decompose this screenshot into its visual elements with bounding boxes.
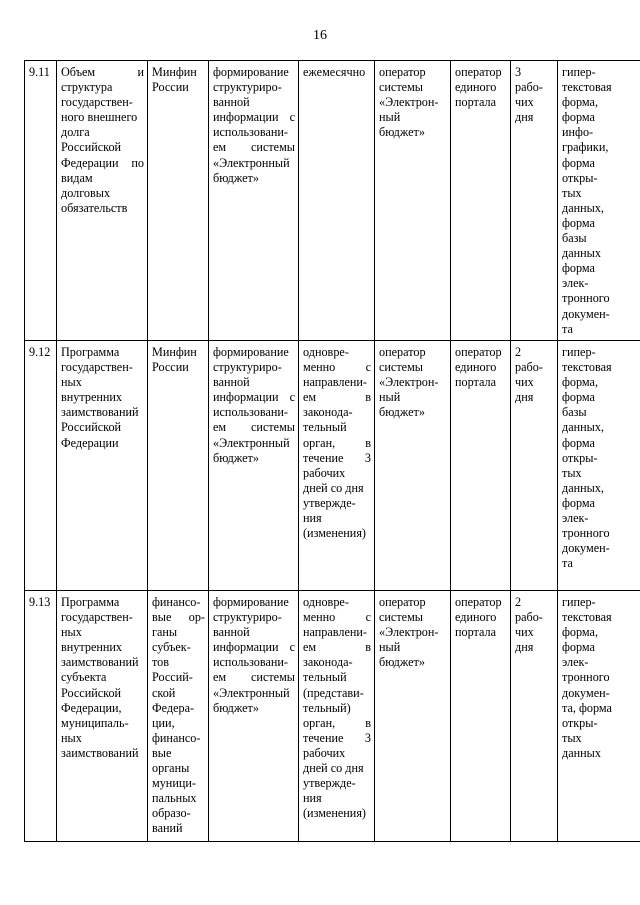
responsible-body-cell (148, 341, 209, 591)
data-source-line: «Электрон- (379, 375, 439, 390)
responsible-body-line: России (152, 80, 189, 95)
formation-method-line: «Электронный (213, 435, 290, 450)
publication-format-line: гипер- (562, 595, 596, 609)
periodicity-line: тельный (303, 420, 347, 435)
responsible-body-cell (148, 61, 209, 341)
publication-format-line: форма (562, 215, 595, 230)
data-source-line: оператор (379, 65, 426, 79)
publication-format-line: текстовая (562, 610, 612, 625)
publication-format-line: форма (562, 495, 595, 510)
publication-format-line: та (562, 321, 573, 336)
publication-format-line: форма (562, 390, 595, 405)
publication-term-line: 3 (515, 65, 522, 79)
formation-method-line: ванной (213, 625, 250, 640)
periodicity-cell (299, 61, 375, 341)
data-source-line: системы (379, 360, 423, 375)
indicator-name-line: ных (61, 730, 82, 745)
indicator-name-line: субъекта (61, 670, 107, 685)
indicator-name-cell (57, 591, 148, 842)
responsible-body-line: муници- (152, 776, 196, 791)
publication-format-line: форма (562, 640, 595, 655)
responsible-body-line: Минфин (152, 345, 197, 359)
indicator-name-line: внутренних (61, 640, 123, 655)
formation-method-cell (209, 591, 299, 842)
publisher-line: оператор (455, 65, 502, 79)
publication-format-line: докумен- (562, 306, 610, 321)
periodicity-line: тельный) (303, 700, 351, 715)
responsible-body-line: России (152, 360, 189, 375)
periodicity-line: орган, в (303, 435, 371, 450)
indicator-name-line: Объем и (61, 65, 144, 79)
indicator-name-line: Российской (61, 140, 122, 155)
indicator-name-line: видам (61, 170, 93, 185)
indicator-name-line: государствен- (61, 95, 133, 110)
publication-format-line: текстовая (562, 360, 612, 375)
row-number-cell: 9.13 (25, 591, 57, 842)
publication-format-line: данных, (562, 200, 604, 215)
indicator-name-line: заимствований (61, 745, 139, 760)
data-source-cell (375, 341, 451, 591)
periodicity-line: ем в (303, 640, 371, 655)
publication-format-line: текстовая (562, 80, 612, 95)
periodicity-line: течение 3 (303, 450, 371, 465)
indicator-name-cell (57, 61, 148, 341)
publication-format-line: форма, (562, 95, 598, 110)
publisher-line: портала (455, 95, 497, 110)
periodicity-line: направлени- (303, 375, 367, 390)
indicator-name-line: структура (61, 80, 113, 95)
publisher-line: оператор (455, 595, 502, 609)
responsible-body-line: ганы (152, 625, 178, 640)
publication-format-line: тых (562, 185, 582, 200)
publisher-line: портала (455, 625, 497, 640)
indicator-name-line: Федерации по (61, 155, 144, 170)
periodicity-line: одновре- (303, 345, 349, 359)
periodicity-line: ежемесячно (303, 65, 366, 79)
data-source-line: бюджет» (379, 655, 425, 670)
row-number-cell: 9.12 (25, 341, 57, 591)
formation-method-line: использовани- (213, 655, 288, 670)
indicator-name-line: ного внешнего (61, 110, 138, 125)
periodicity-line: орган, в (303, 715, 371, 730)
responsible-body-line: органы (152, 761, 190, 776)
publisher-line: единого (455, 80, 497, 95)
publication-term-line: 2 (515, 595, 522, 609)
publication-term-line: дня (515, 390, 534, 405)
data-source-line: «Электрон- (379, 625, 439, 640)
periodicity-line: направлени- (303, 625, 367, 640)
indicator-name-line: государствен- (61, 360, 133, 375)
formation-method-line: информации с (213, 640, 295, 655)
publication-term-line: рабо- (515, 80, 543, 95)
publication-term-line: 2 (515, 345, 522, 359)
data-source-line: оператор (379, 345, 426, 359)
publication-format-line: та (562, 556, 573, 571)
responsible-body-line: ции, (152, 715, 175, 730)
data-source-line: ный (379, 110, 401, 125)
table-row (25, 341, 640, 591)
formation-method-line: использовани- (213, 125, 288, 140)
periodicity-line: менно с (303, 360, 371, 375)
publisher-cell (451, 591, 511, 842)
formation-method-line: ем системы (213, 670, 295, 685)
publication-term-line: рабо- (515, 360, 543, 375)
publication-format-line: графики, (562, 140, 609, 155)
periodicity-line: дней со дня (303, 480, 364, 495)
publication-format-line: данных (562, 246, 601, 261)
periodicity-line: (изменения) (303, 806, 366, 821)
page-number: 16 (313, 28, 327, 43)
indicator-name-line: Российской (61, 420, 122, 435)
responsible-body-line: пальных (152, 791, 197, 806)
data-source-cell (375, 61, 451, 341)
data-source-line: «Электрон- (379, 95, 439, 110)
publication-term-cell (511, 61, 558, 341)
publisher-line: портала (455, 375, 497, 390)
periodicity-line: течение 3 (303, 730, 371, 745)
publication-format-line: тых (562, 465, 582, 480)
periodicity-line: тельный (303, 670, 347, 685)
formation-method-line: структуриро- (213, 360, 282, 375)
publication-format-line: форма (562, 155, 595, 170)
formation-method-line: бюджет» (213, 450, 259, 465)
publication-format-cell (558, 61, 640, 341)
publication-format-line: тронного (562, 291, 610, 306)
publication-format-cell (558, 591, 640, 842)
formation-method-line: структуриро- (213, 610, 282, 625)
responsible-body-line: тов (152, 655, 170, 670)
publication-format-line: данных, (562, 420, 604, 435)
periodicity-line: рабочих (303, 465, 346, 480)
responsible-body-line: финансо- (152, 595, 201, 609)
responsible-body-line: ваний (152, 821, 183, 836)
publication-format-line: откры- (562, 170, 598, 185)
publication-format-line: откры- (562, 715, 598, 730)
row-number-cell: 9.11 (25, 61, 57, 341)
formation-method-line: формирование (213, 595, 289, 609)
data-source-line: оператор (379, 595, 426, 609)
indicator-name-line: Программа (61, 595, 120, 609)
publication-format-line: данных (562, 745, 601, 760)
formation-method-cell (209, 341, 299, 591)
publisher-line: единого (455, 360, 497, 375)
indicator-name-line: ных (61, 625, 82, 640)
formation-method-line: формирование (213, 65, 289, 79)
publication-format-line: форма, (562, 375, 598, 390)
formation-method-line: использовани- (213, 405, 288, 420)
indicator-name-line: государствен- (61, 610, 133, 625)
indicator-name-line: Федерации, (61, 700, 122, 715)
periodicity-line: рабочих (303, 745, 346, 760)
periodicity-cell (299, 341, 375, 591)
publication-format-line: форма (562, 435, 595, 450)
periodicity-line: ния (303, 791, 322, 806)
periodicity-line: одновре- (303, 595, 349, 609)
data-source-line: бюджет» (379, 405, 425, 420)
responsible-body-line: Россий- (152, 670, 193, 685)
data-source-line: ный (379, 390, 401, 405)
indicator-name-line: ных (61, 375, 82, 390)
responsible-body-line: образо- (152, 806, 191, 821)
publication-format-line: элек- (562, 655, 589, 670)
responsible-body-line: ской (152, 685, 176, 700)
publication-format-line: тых (562, 730, 582, 745)
periodicity-line: дней со дня (303, 761, 364, 776)
periodicity-line: (изменения) (303, 526, 366, 541)
data-source-cell (375, 591, 451, 842)
publication-format-line: форма (562, 261, 595, 276)
publication-format-line: форма (562, 110, 595, 125)
responsible-body-line: Федера- (152, 700, 195, 715)
publication-term-line: дня (515, 640, 534, 655)
formation-method-line: формирование (213, 345, 289, 359)
indicator-name-line: муниципаль- (61, 715, 129, 730)
publication-format-line: форма, (562, 625, 598, 640)
responsible-body-line: вые ор- (152, 610, 205, 625)
publication-term-line: дня (515, 110, 534, 125)
publisher-line: единого (455, 610, 497, 625)
publication-format-line: тронного (562, 526, 610, 541)
formation-method-line: ем системы (213, 420, 295, 435)
formation-method-line: бюджет» (213, 700, 259, 715)
publisher-line: оператор (455, 345, 502, 359)
periodicity-line: утвержде- (303, 495, 356, 510)
formation-method-line: структуриро- (213, 80, 282, 95)
periodicity-line: утвержде- (303, 776, 356, 791)
indicator-name-line: долговых (61, 185, 111, 200)
indicator-name-line: долга (61, 125, 90, 140)
publication-format-line: гипер- (562, 65, 596, 79)
publication-format-line: базы (562, 405, 587, 420)
indicator-name-line: заимствований (61, 405, 139, 420)
indicator-name-line: Программа (61, 345, 120, 359)
publication-term-line: чих (515, 375, 534, 390)
data-source-line: ный (379, 640, 401, 655)
periodicity-line: ния (303, 511, 322, 526)
publication-format-line: инфо- (562, 125, 594, 140)
publication-format-line: докумен- (562, 541, 610, 556)
responsible-body-line: вые (152, 745, 172, 760)
formation-method-line: информации с (213, 390, 295, 405)
indicator-name-cell (57, 341, 148, 591)
indicator-name-line: обязательств (61, 200, 128, 215)
formation-method-line: бюджет» (213, 170, 259, 185)
data-source-line: системы (379, 610, 423, 625)
publication-format-line: тронного (562, 670, 610, 685)
publication-format-line: данных, (562, 480, 604, 495)
publication-format-cell (558, 341, 640, 591)
periodicity-line: (представи- (303, 685, 364, 700)
publication-format-line: элек- (562, 276, 589, 291)
formation-method-line: ванной (213, 375, 250, 390)
formation-method-line: «Электронный (213, 685, 290, 700)
table-row (25, 591, 640, 842)
formation-method-line: «Электронный (213, 155, 290, 170)
periodicity-line: менно с (303, 610, 371, 625)
formation-method-line: информации с (213, 110, 295, 125)
data-source-line: системы (379, 80, 423, 95)
periodicity-cell (299, 591, 375, 842)
responsible-body-line: финансо- (152, 730, 201, 745)
indicator-name-line: Федерации (61, 435, 119, 450)
formation-method-cell (209, 61, 299, 341)
registry-table (24, 60, 640, 842)
responsible-body-line: Минфин (152, 65, 197, 79)
publisher-cell (451, 341, 511, 591)
data-source-line: бюджет» (379, 125, 425, 140)
publication-format-line: откры- (562, 450, 598, 465)
formation-method-line: ванной (213, 95, 250, 110)
indicator-name-line: заимствований (61, 655, 139, 670)
publication-format-line: та, форма (562, 700, 612, 715)
publication-term-line: чих (515, 95, 534, 110)
publication-term-line: чих (515, 625, 534, 640)
publication-format-line: докумен- (562, 685, 610, 700)
publication-term-line: рабо- (515, 610, 543, 625)
table-row (25, 61, 640, 341)
publication-format-line: элек- (562, 511, 589, 526)
periodicity-line: ем в (303, 390, 371, 405)
publication-format-line: базы (562, 231, 587, 246)
responsible-body-line: субъек- (152, 640, 191, 655)
periodicity-line: законода- (303, 655, 353, 670)
formation-method-line: ем системы (213, 140, 295, 155)
indicator-name-line: внутренних (61, 390, 123, 405)
indicator-name-line: Российской (61, 685, 122, 700)
publication-format-line: гипер- (562, 345, 596, 359)
publication-term-cell (511, 591, 558, 842)
publication-term-cell (511, 341, 558, 591)
periodicity-line: законода- (303, 405, 353, 420)
responsible-body-cell (148, 591, 209, 842)
publisher-cell (451, 61, 511, 341)
